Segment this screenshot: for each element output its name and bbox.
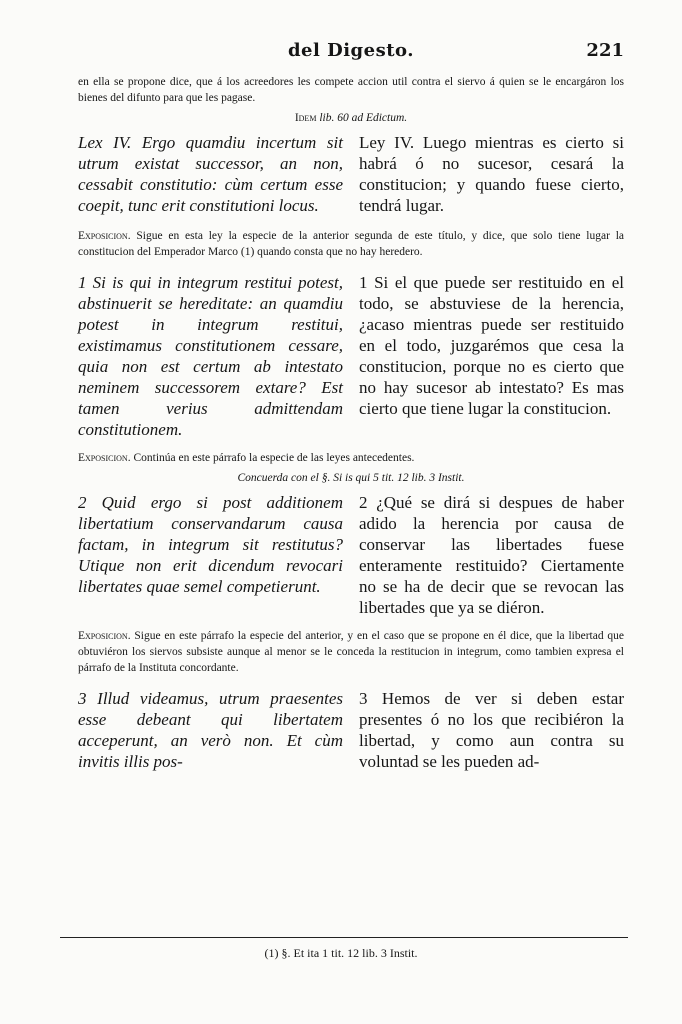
lex-iv (78, 132, 624, 216)
exposition-label: Exposicion. (78, 630, 131, 642)
paragraph-2-latin: 2 Quid ergo si post additionem libertatium conservandarum causa factam, in integrum sit restitutus? Utique non erit dicendum revocari libertates quae semel competierunt. (78, 493, 343, 596)
page-number: 221 (586, 40, 624, 61)
paragraph-1 (78, 272, 624, 440)
paragraph-3-latin: 3 Illud videamus, utrum praesentes esse debeant qui libertatem acceperunt, an verò non. Et cùm invitis illis pos- (78, 689, 343, 771)
paragraph-3-spanish: 3 Hemos de ver si deben estar presentes ó no los que recibiéron la libertad, y como aun contra su voluntad se les pueden ad- (359, 689, 624, 771)
paragraph-1-latin: 1 Si is qui in integrum restitui potest, abstinuerit se hereditate: an quamdiu potest in integrum restitui, existimamus constitutionem cessare, quia non est certum ab intestato neminem successorem extare? Est tamen verius admittendam constitutionem. (78, 273, 343, 439)
source-ref: lib. 60 ad Edictum. (319, 112, 408, 124)
exposition-text: Sigue en este párrafo la especie del anterior, y en el caso que se propone en él dice, que la libertad que obtuviéron los siervos subsiste aunque al menor se le conceda la restitucion in integrum, como tambien expresa el párrafo de la Instituta concordante. (78, 630, 625, 674)
footnote: (1) §. Et ita 1 tit. 12 lib. 3 Instit. (264, 946, 418, 960)
running-head (78, 40, 624, 68)
exposition-label: Exposicion. (78, 452, 131, 464)
paragraph-2 (78, 492, 624, 618)
lex-spanish: Ley IV. Luego mientras es cierto si habrá ó no sucesor, cesará la constitucion; y quando fuese cierto, tendrá lugar. (359, 133, 624, 215)
lex-latin: Lex IV. Ergo quamdiu incertum sit utrum existat successor, an non, cessabit constitutio: cùm certum esse coepit, tunc erit constitutioni locus. (78, 133, 343, 215)
exposition-label: Exposicion. (78, 230, 131, 242)
running-title: del Digesto. (287, 40, 415, 61)
exposition-2 (78, 450, 624, 466)
paragraph-2-spanish: 2 ¿Qué se dirá si despues de haber adido la herencia por causa de conservar las libertades fuese enteramente restituido? Ciertamente no se ha de decir que se revocan las libertades que ya se diéron. (359, 493, 624, 617)
source-line (78, 112, 624, 124)
paragraph-1-spanish: 1 Si el que puede ser restituido en el todo, se abstuviese de la herencia, ¿acaso mientras puede ser restituido en el todo, juzgarémos que cesa la constitucion, porque no es cierto que no hay sucesor ab intestato? Es mas cierto que tiene lugar la constitucion. (359, 273, 624, 418)
page (78, 40, 624, 772)
intro-text: en ella se propone dice, que á los acreedores les compete accion util contra el siervo á quien se le encargáron los bienes del difunto para que les pagase. (78, 76, 624, 104)
paragraph-3 (78, 688, 624, 772)
exposition-text: Continúa en este párrafo la especie de las leyes antecedentes. (133, 452, 415, 464)
exposition-1 (78, 228, 624, 260)
footnote-rule (60, 937, 628, 938)
concordance-line: Concuerda con el §. Si is qui 5 tit. 12 lib. 3 Instit. (237, 472, 465, 484)
source-author: Idem (294, 112, 317, 124)
exposition-text: Sigue en esta ley la especie de la anterior segunda de este título, y dice, que solo tiene lugar la constitucion del Emperador Marco (1) quando consta que no hay heredero. (78, 230, 625, 258)
exposition-3 (78, 628, 624, 676)
